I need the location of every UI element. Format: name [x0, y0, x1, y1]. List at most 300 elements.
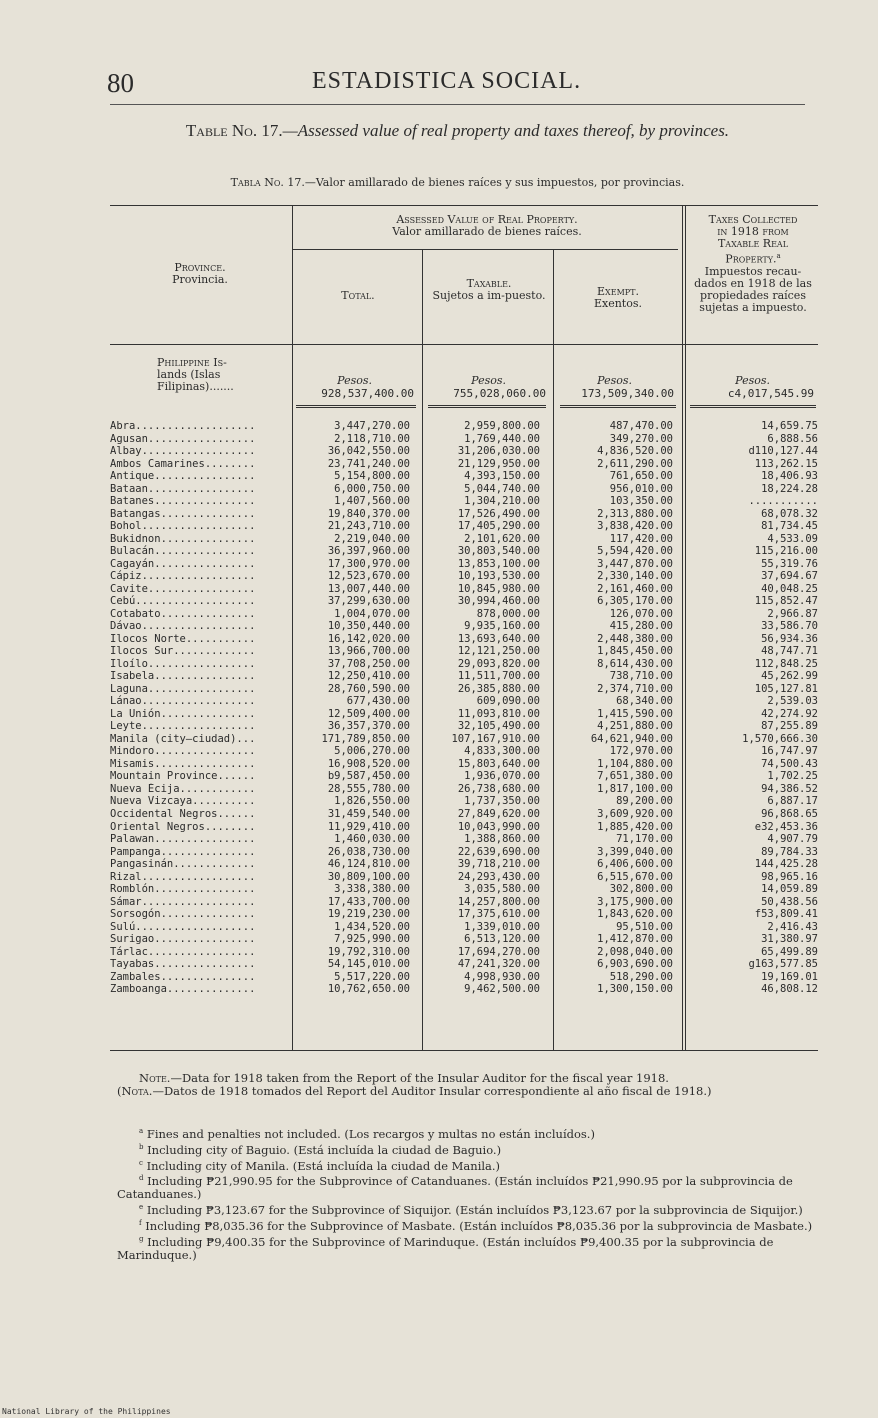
province-name: Manila (city—ciudad)...	[110, 732, 256, 745]
province-name: Nueva Vizcaya..........	[110, 795, 256, 808]
table-row	[110, 795, 818, 808]
exempt-value: 103,350.00	[609, 495, 673, 508]
table-title-english	[110, 120, 805, 142]
table-row	[110, 708, 818, 721]
collected-value: 42,274.92	[761, 707, 818, 720]
taxes-collected-header: Taxes Collected in 1918 from Taxable Real Property.$^a$ Impuestos recau-dados en 1918 de las propiedades raíces sujetas a impuesto.	[694, 213, 812, 314]
total-header: Total.	[341, 289, 375, 302]
province-name: Rizal..................	[110, 870, 256, 883]
table-row	[110, 908, 818, 921]
collected-value: 31,380.97	[761, 933, 818, 946]
collected-value: 2,416.43	[767, 920, 818, 933]
province-name: Dávao..................	[110, 620, 256, 633]
collected-value: 81,734.45	[761, 520, 818, 533]
unit-label: Pesos.	[735, 374, 770, 387]
collected-value: 112,848.25	[754, 657, 818, 670]
footnote	[117, 1125, 817, 1141]
total-value: b9,587,450.00	[327, 770, 410, 783]
assessed-header-rule	[292, 249, 678, 250]
province-name: Tárlac.................	[110, 945, 256, 958]
total-value: 19,219,230.00	[327, 908, 410, 921]
taxable-header: Taxable. Sujetos a im-puesto.	[432, 277, 546, 302]
table-row	[110, 896, 818, 909]
province-rows	[110, 420, 818, 996]
table-row	[110, 633, 818, 646]
province-name: Cápiz..................	[110, 570, 256, 583]
province-name: Isabela................	[110, 670, 256, 683]
table-row	[110, 620, 818, 633]
exempt-value: 3,447,870.00	[597, 557, 673, 570]
total-value: 2,219,040.00	[334, 532, 410, 545]
province-name: Misamis................	[110, 757, 256, 770]
taxable-value: 17,526,490.00	[457, 507, 540, 520]
total-value: 19,792,310.00	[327, 945, 410, 958]
table-row	[110, 645, 818, 658]
total-value: 17,433,700.00	[327, 895, 410, 908]
taxable-value: 26,738,680.00	[457, 782, 540, 795]
total-value: 37,299,630.00	[327, 595, 410, 608]
table-row	[110, 871, 818, 884]
total-value: 31,459,540.00	[327, 807, 410, 820]
collected-value: 89,784.33	[761, 845, 818, 858]
exempt-value: 3,399,040.00	[597, 845, 673, 858]
exempt-value: 487,470.00	[609, 420, 673, 432]
collected-value: 105,127.81	[754, 682, 818, 695]
collected-value: 55,319.76	[761, 557, 818, 570]
table-row	[110, 445, 818, 458]
province-name: Antique................	[110, 470, 256, 483]
province-name: Cotabato...............	[110, 607, 256, 620]
total-value: 5,517,220.00	[334, 970, 410, 983]
total-value: 12,509,400.00	[327, 707, 410, 720]
taxable-value: 878,000.00	[476, 607, 540, 620]
collected-value: 113,262.15	[754, 457, 818, 470]
note-english: Note.—Data for 1918 taken from the Report of the Insular Auditor for the fiscal year 1918.	[139, 1071, 669, 1085]
collected-value: e32,453.36	[754, 820, 818, 833]
taxable-value: 1,339,010.00	[464, 920, 540, 933]
province-name: Pangasinán.............	[110, 858, 256, 871]
exempt-double-rule	[560, 405, 676, 408]
assessed-value-header: Assessed Value of Real Property. Valor amillarado de bienes raíces.	[392, 213, 582, 238]
collected-value: 48,747.71	[761, 645, 818, 658]
footnote-mark: a	[139, 1127, 144, 1135]
footnote-text: Including ₱21,990.95 for the Subprovince of Catanduanes. (Están incluídos ₱21,990.95 por la subprovincia de Catanduanes.)	[117, 1174, 793, 1202]
collected-double-rule	[690, 405, 816, 408]
taxable-value: 10,845,980.00	[457, 582, 540, 595]
collected-value: 14,059.89	[761, 883, 818, 896]
total-value: 28,760,590.00	[327, 682, 410, 695]
province-name: Batanes................	[110, 495, 256, 508]
collected-value: 144,425.28	[754, 858, 818, 871]
province-name: Zambales...............	[110, 970, 256, 983]
total-value: 2,118,710.00	[334, 432, 410, 445]
province-name: La Unión...............	[110, 707, 256, 720]
taxable-value: 10,193,530.00	[457, 570, 540, 583]
collected-value: 1,570,666.30	[742, 732, 818, 745]
exempt-value: 117,420.00	[609, 532, 673, 545]
exempt-value: 7,651,380.00	[597, 770, 673, 783]
taxable-value: 24,293,430.00	[457, 870, 540, 883]
exempt-value: 3,838,420.00	[597, 520, 673, 533]
taxable-value: 13,693,640.00	[457, 632, 540, 645]
total-value: 6,000,750.00	[334, 482, 410, 495]
taxable-value: 17,694,270.00	[457, 945, 540, 958]
taxable-value: 9,935,160.00	[464, 620, 540, 633]
collected-value: 115,852.47	[754, 595, 818, 608]
taxable-value: 10,043,990.00	[457, 820, 540, 833]
exempt-value: 1,104,880.00	[597, 757, 673, 770]
province-name: Cavite.................	[110, 582, 256, 595]
taxable-value: 3,035,580.00	[464, 883, 540, 896]
province-name: Surigao................	[110, 933, 256, 946]
exempt-value: 71,170.00	[616, 833, 673, 846]
taxable-value: 39,718,210.00	[457, 858, 540, 871]
exempt-value: 8,614,430.00	[597, 657, 673, 670]
collected-value: 4,907.79	[767, 833, 818, 846]
province-name: Albay..................	[110, 445, 256, 458]
summary-row-label: Philippine Is- lands (Islas Filipinas).......	[157, 356, 234, 393]
exempt-value: 2,161,460.00	[597, 582, 673, 595]
total-value: 13,966,700.00	[327, 645, 410, 658]
taxable-value: 1,388,860.00	[464, 833, 540, 846]
total-value: 19,840,370.00	[327, 507, 410, 520]
taxable-value: 13,853,100.00	[457, 557, 540, 570]
table-notes	[117, 1072, 817, 1098]
footnote	[117, 1233, 817, 1262]
exempt-value: 349,270.00	[609, 432, 673, 445]
taxable-value: 4,393,150.00	[464, 470, 540, 483]
collected-value: 87,255.89	[761, 720, 818, 733]
exempt-value: 4,251,880.00	[597, 720, 673, 733]
exempt-value: 68,340.00	[616, 695, 673, 708]
page-number: 80	[107, 68, 134, 98]
exempt-value: 126,070.00	[609, 607, 673, 620]
total-value: 16,142,020.00	[327, 632, 410, 645]
exempt-value: 518,290.00	[609, 970, 673, 983]
table-row	[110, 683, 818, 696]
taxable-value: 9,462,500.00	[464, 983, 540, 996]
collected-value: 16,747.97	[761, 745, 818, 758]
table-row	[110, 695, 818, 708]
table-row	[110, 720, 818, 733]
collected-value: 2,966.87	[767, 607, 818, 620]
taxable-value: 17,375,610.00	[457, 908, 540, 921]
taxable-value: 1,769,440.00	[464, 432, 540, 445]
taxable-double-rule	[428, 405, 546, 408]
table-row	[110, 770, 818, 783]
footnote	[117, 1141, 817, 1157]
table-top-rule	[110, 205, 818, 206]
taxable-value: 4,833,300.00	[464, 745, 540, 758]
taxable-value: 32,105,490.00	[457, 720, 540, 733]
exempt-value: 6,515,670.00	[597, 870, 673, 883]
total-value: 5,006,270.00	[334, 745, 410, 758]
total-value: 37,708,250.00	[327, 657, 410, 670]
table-title-spanish	[110, 176, 805, 189]
exempt-value: 1,817,100.00	[597, 782, 673, 795]
province-name: Ambos Camarines........	[110, 457, 256, 470]
total-value: 1,004,070.00	[334, 607, 410, 620]
collected-value: 33,586.70	[761, 620, 818, 633]
exempt-value: 64,621,940.00	[590, 732, 673, 745]
total-value: 1,407,560.00	[334, 495, 410, 508]
footnote-text: Including city of Manila. (Está incluída la ciudad de Manila.)	[146, 1158, 501, 1173]
collected-value: 40,048.25	[761, 582, 818, 595]
exempt-value: 415,280.00	[609, 620, 673, 633]
footnote	[117, 1172, 817, 1201]
province-name: Bukidnon...............	[110, 532, 256, 545]
province-name: Leyte..................	[110, 720, 256, 733]
taxable-value: 12,121,250.00	[457, 645, 540, 658]
footnote	[117, 1157, 817, 1173]
collected-value: 115,216.00	[754, 545, 818, 558]
table-title-text: —Assessed value of real property and taxes thereof, by provinces.	[282, 121, 730, 140]
footnote-mark: e	[139, 1203, 144, 1212]
exempt-value: 2,313,880.00	[597, 507, 673, 520]
taxable-value: 27,849,620.00	[457, 807, 540, 820]
footnote-text: Fines and penalties not included. (Los recargos y multas no están incluídos.)	[146, 1126, 595, 1141]
collected-value: 6,887.17	[767, 795, 818, 808]
unit-label: Pesos.	[597, 374, 632, 387]
collected-value: 68,078.32	[761, 507, 818, 520]
table-row	[110, 821, 818, 834]
total-value: 28,555,780.00	[327, 782, 410, 795]
province-name: Ilocos Sur.............	[110, 645, 256, 658]
table-row	[110, 745, 818, 758]
table-row	[110, 608, 818, 621]
province-name: Laguna.................	[110, 682, 256, 695]
province-name: Sámar..................	[110, 895, 256, 908]
footnotes	[117, 1125, 817, 1262]
collected-value: 50,438.56	[761, 895, 818, 908]
table-row	[110, 946, 818, 959]
table-row	[110, 958, 818, 971]
taxable-value: 26,385,880.00	[457, 682, 540, 695]
exempt-value: 1,300,150.00	[597, 983, 673, 996]
library-footer: National Library of the Philippines	[2, 1407, 171, 1416]
taxable-value: 1,737,350.00	[464, 795, 540, 808]
province-name: Mindoro................	[110, 745, 256, 758]
exempt-value: 1,845,450.00	[597, 645, 673, 658]
taxable-value: 11,511,700.00	[457, 670, 540, 683]
taxable-value: 15,803,640.00	[457, 757, 540, 770]
taxable-value: 11,093,810.00	[457, 707, 540, 720]
tabla-label: Tabla No. 17.	[230, 176, 305, 189]
footnote	[117, 1201, 817, 1217]
header-rule	[110, 104, 805, 105]
exempt-value: 6,305,170.00	[597, 595, 673, 608]
table-row	[110, 483, 818, 496]
footnote-text: Including ₱9,400.35 for the Subprovince of Marinduque. (Están incluídos ₱9,400.35 por la subprovincia de Marinduque.)	[117, 1234, 774, 1262]
taxable-value: 30,994,460.00	[457, 595, 540, 608]
total-value: 1,434,520.00	[334, 920, 410, 933]
collected-value: 96,868.65	[761, 807, 818, 820]
collected-value: 19,169.01	[761, 970, 818, 983]
table-row	[110, 783, 818, 796]
table-row	[110, 670, 818, 683]
collected-value: 65,499.89	[761, 945, 818, 958]
footnote-text: Including city of Baguio. (Está incluída la ciudad de Baguio.)	[147, 1142, 502, 1157]
collected-value: 94,386.52	[761, 782, 818, 795]
total-value: 21,243,710.00	[327, 520, 410, 533]
taxable-value: 31,206,030.00	[457, 445, 540, 458]
footnote-text: Including ₱8,035.36 for the Subprovince of Masbate. (Están incluídos ₱8,035.36 por la subprovincia de Masbate.)	[145, 1218, 813, 1233]
collected-value: 1,702.25	[767, 770, 818, 783]
collected-value: 14,659.75	[761, 420, 818, 432]
total-value: 5,154,800.00	[334, 470, 410, 483]
total-value: 36,397,960.00	[327, 545, 410, 558]
province-name: Nueva Écija............	[110, 782, 256, 795]
province-name: Palawan................	[110, 833, 256, 846]
footnote	[117, 1217, 817, 1233]
exempt-value: 6,903,690.00	[597, 958, 673, 971]
header-bottom-rule	[110, 344, 818, 345]
exempt-value: 89,200.00	[616, 795, 673, 808]
summary-total: 928,537,400.00	[321, 387, 414, 400]
collected-value: 18,224.28	[761, 482, 818, 495]
table-row	[110, 971, 818, 984]
province-name: Lánao..................	[110, 695, 256, 708]
taxable-value: 2,959,800.00	[464, 420, 540, 432]
collected-value: d110,127.44	[748, 445, 818, 458]
total-value: 7,925,990.00	[334, 933, 410, 946]
taxable-value: 1,936,070.00	[464, 770, 540, 783]
province-name: Tayabas................	[110, 958, 256, 971]
footnote-mark: f	[139, 1219, 142, 1228]
total-value: 677,430.00	[346, 695, 410, 708]
taxable-value: 1,304,210.00	[464, 495, 540, 508]
exempt-value: 2,448,380.00	[597, 632, 673, 645]
table-row	[110, 733, 818, 746]
table-row	[110, 808, 818, 821]
taxable-value: 5,044,740.00	[464, 482, 540, 495]
exempt-value: 4,836,520.00	[597, 445, 673, 458]
taxable-value: 609,090.00	[476, 695, 540, 708]
total-double-rule	[296, 405, 416, 408]
taxable-value: 6,513,120.00	[464, 933, 540, 946]
province-name: Oriental Negros........	[110, 820, 256, 833]
exempt-header: Exempt. Exentos.	[593, 285, 642, 310]
table-row	[110, 858, 818, 871]
exempt-value: 1,885,420.00	[597, 820, 673, 833]
footnote-mark: c	[139, 1158, 143, 1167]
exempt-value: 1,415,590.00	[597, 707, 673, 720]
collected-value: 37,694.67	[761, 570, 818, 583]
province-name: Batangas...............	[110, 507, 256, 520]
unit-label: Pesos.	[337, 374, 372, 387]
exempt-value: 956,010.00	[609, 482, 673, 495]
collected-value: 46,808.12	[761, 983, 818, 996]
exempt-value: 2,098,040.00	[597, 945, 673, 958]
summary-taxable: 755,028,060.00	[453, 387, 546, 400]
province-name: Sorsogón...............	[110, 908, 256, 921]
province-name: Abra...................	[110, 420, 256, 432]
total-value: 36,042,550.00	[327, 445, 410, 458]
exempt-value: 1,843,620.00	[597, 908, 673, 921]
exempt-value: 5,594,420.00	[597, 545, 673, 558]
collected-value: 98,965.16	[761, 870, 818, 883]
total-value: 23,741,240.00	[327, 457, 410, 470]
table-label: Table No. 17.	[185, 121, 283, 140]
table-row	[110, 520, 818, 533]
exempt-value: 2,374,710.00	[597, 682, 673, 695]
collected-value: 74,500.43	[761, 757, 818, 770]
total-value: 1,826,550.00	[334, 795, 410, 808]
total-value: 3,447,270.00	[334, 420, 410, 432]
collected-value: 18,406.93	[761, 470, 818, 483]
table-row	[110, 583, 818, 596]
table-row	[110, 470, 818, 483]
table-row	[110, 533, 818, 546]
table-row	[110, 846, 818, 859]
exempt-value: 302,800.00	[609, 883, 673, 896]
total-value: 30,809,100.00	[327, 870, 410, 883]
total-value: 26,038,730.00	[327, 845, 410, 858]
exempt-value: 761,650.00	[609, 470, 673, 483]
province-name: Occidental Negros......	[110, 807, 256, 820]
province-name: Agusan.................	[110, 432, 256, 445]
table-row	[110, 983, 818, 996]
running-head: ESTADISTICA SOCIAL.	[312, 68, 582, 94]
table-row	[110, 921, 818, 934]
total-value: 12,523,670.00	[327, 570, 410, 583]
table-bottom-rule	[110, 1050, 818, 1051]
total-value: 3,338,380.00	[334, 883, 410, 896]
province-name: Romblón................	[110, 883, 256, 896]
exempt-value: 2,611,290.00	[597, 457, 673, 470]
unit-label: Pesos.	[471, 374, 506, 387]
total-value: 12,250,410.00	[327, 670, 410, 683]
note-spanish: (Nota.—Datos de 1918 tomados del Report del Auditor Insular correspondiente al año fiscal de 1918.)	[117, 1084, 712, 1098]
exempt-value: 95,510.00	[616, 920, 673, 933]
taxable-value: 47,241,320.00	[457, 958, 540, 971]
province-name: Iloílo.................	[110, 657, 256, 670]
table-row	[110, 508, 818, 521]
collected-value: 2,539.03	[767, 695, 818, 708]
total-value: 171,789,850.00	[321, 732, 410, 745]
taxable-value: 4,998,930.00	[464, 970, 540, 983]
collected-value: 56,934.36	[761, 632, 818, 645]
province-name: Bohol..................	[110, 520, 256, 533]
province-name: Cagayán................	[110, 557, 256, 570]
province-name: Cebú...................	[110, 595, 256, 608]
table-row	[110, 433, 818, 446]
total-value: 54,145,010.00	[327, 958, 410, 971]
table-row	[110, 458, 818, 471]
total-value: 10,350,440.00	[327, 620, 410, 633]
table-row	[110, 545, 818, 558]
total-value: 10,762,650.00	[327, 983, 410, 996]
exempt-value: 1,412,870.00	[597, 933, 673, 946]
province-name: Zamboanga..............	[110, 983, 256, 996]
tabla-title-text: —Valor amillarado de bienes raíces y sus impuestos, por provincias.	[304, 176, 685, 189]
total-value: 11,929,410.00	[327, 820, 410, 833]
exempt-value: 2,330,140.00	[597, 570, 673, 583]
taxable-value: 14,257,800.00	[457, 895, 540, 908]
total-value: 16,908,520.00	[327, 757, 410, 770]
taxable-value: 29,093,820.00	[457, 657, 540, 670]
province-name: Bataan.................	[110, 482, 256, 495]
province-name: Ilocos Norte...........	[110, 632, 256, 645]
table-row	[110, 558, 818, 571]
summary-exempt: 173,509,340.00	[581, 387, 674, 400]
footnote-mark: d	[139, 1174, 144, 1183]
table-row	[110, 758, 818, 771]
collected-value: 6,888.56	[767, 432, 818, 445]
collected-value: 4,533.09	[767, 532, 818, 545]
table-row	[110, 658, 818, 671]
province-name: Mountain Province......	[110, 770, 256, 783]
